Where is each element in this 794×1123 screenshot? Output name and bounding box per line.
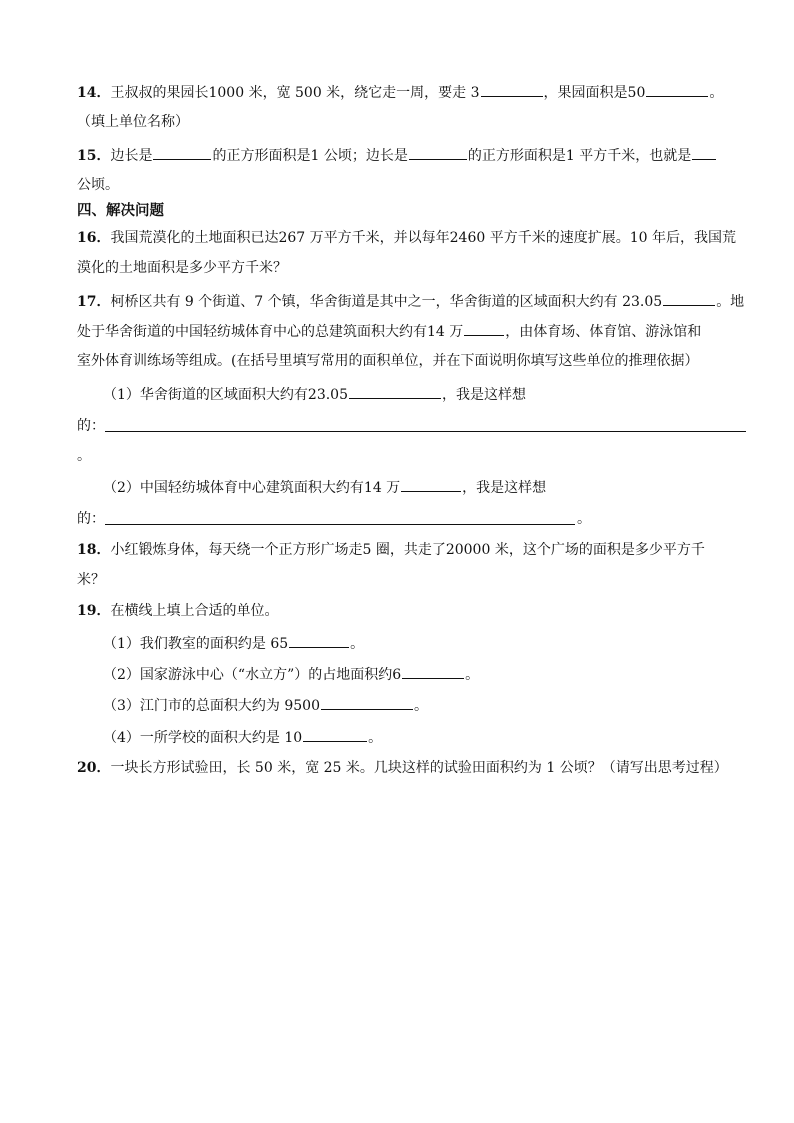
q17-text-1b: 。地 (716, 294, 745, 310)
q20-text: 一块长方形试验田，长 50 米，宽 25 米。几块这样的试验田面积约为 1 公顷？（请写出思考过程） (110, 760, 728, 776)
q19-number: 19． (77, 603, 111, 619)
q17-sub2-blank[interactable] (401, 477, 461, 492)
q17-sub1-blank[interactable] (349, 384, 441, 399)
q17-blank-1[interactable] (663, 291, 715, 306)
q15-number: 15． (77, 148, 111, 164)
q17-sub2-period: 。 (577, 511, 591, 527)
q14-line2: （填上单位名称） (77, 114, 189, 130)
q19-sub2-period: 。 (465, 667, 480, 683)
q14-text-c: 。 (709, 85, 724, 101)
q17-line1 (77, 291, 744, 312)
q19-sub1 (103, 633, 364, 654)
q17-blank-2[interactable] (464, 321, 504, 336)
q17-text-1a: 柯桥区共有 9 个街道、7 个镇，华舍街道是其中之一，华舍街道的区域面积大约有 23.05 (110, 294, 663, 310)
q19-line1 (77, 601, 278, 621)
q19-sub2 (103, 664, 479, 685)
q16-text: 我国荒漠化的土地面积已达267 万平方千米，并以每年2460 平方千米的速度扩展。10 年后，我国荒 (110, 230, 736, 246)
q19-sub4-period: 。 (368, 730, 383, 746)
q16-line2: 漠化的土地面积是多少平方千米？ (77, 260, 287, 276)
q17-line3: 室外体育训练场等组成。(在括号里填写常用的面积单位，并在下面说明你填写这些单位的推理依据） (77, 353, 699, 369)
q19-sub3-period: 。 (414, 698, 428, 714)
q15-text-b: 的正方形面积是1 公顷；边长是 (212, 148, 408, 164)
q19-sub4 (103, 727, 382, 748)
q17-sub2 (103, 477, 546, 498)
q17-sub2-reason-label: 的： (77, 511, 105, 527)
q17-sub1-text-b: ，我是这样想 (442, 387, 526, 403)
q14-text-b: ，果园面积是50 (543, 85, 646, 101)
q15-text-a: 边长是 (110, 148, 153, 164)
q18-line1 (77, 540, 705, 560)
q14-text-a: 王叔叔的果园长1000 米，宽 500 米，绕它走一周，要走 3 (110, 85, 480, 101)
q15-line2: 公顷。 (77, 177, 119, 193)
q15-blank-3[interactable] (692, 145, 716, 160)
q17-sub1 (103, 384, 526, 405)
q18-text: 小红锻炼身体，每天绕一个正方形广场走5 圈，共走了20000 米，这个广场的面积是多少平方千 (110, 542, 705, 558)
section-heading: 四、解决问题 (77, 203, 164, 219)
q14-blank-2[interactable] (646, 82, 708, 97)
q19-sub3-blank[interactable] (321, 695, 413, 710)
q17-sub1-reason-label: 的： (77, 418, 105, 434)
q19-sub1-period: 。 (350, 636, 365, 652)
q18-line2: 米？ (77, 572, 105, 588)
q19-sub1-text: （1）我们教室的面积约是 65 (103, 636, 289, 652)
q16-number: 16． (77, 230, 111, 246)
q17-sub2-text-b: ，我是这样想 (462, 480, 547, 496)
q18-number: 18． (77, 542, 111, 558)
q19-sub3-text: （3）江门市的总面积大约为 9500 (103, 698, 320, 714)
q17-sub1-period: 。 (77, 448, 91, 464)
q17-text-2a: 处于华舍街道的中国轻纺城体育中心的总建筑面积大约有14 万 (77, 324, 464, 340)
q17-sub2-answer-line[interactable] (105, 524, 575, 525)
q19-sub4-text: （4）一所学校的面积大约是 10 (103, 730, 303, 746)
q19-text: 在横线上填上合适的单位。 (110, 603, 279, 619)
q19-sub2-blank[interactable] (402, 664, 464, 679)
q16-line1 (77, 228, 736, 248)
q20-number: 20． (77, 760, 111, 776)
q19-sub1-blank[interactable] (289, 633, 349, 648)
q17-line2 (77, 321, 701, 342)
q17-number: 17． (77, 294, 111, 310)
q15-line1 (77, 145, 717, 166)
q19-sub3 (103, 695, 428, 716)
q15-blank-2[interactable] (409, 145, 467, 160)
q15-text-c: 的正方形面积是1 平方千米，也就是 (467, 148, 692, 164)
q14-number: 14． (77, 85, 111, 101)
q19-sub2-text: （2）国家游泳中心（“水立方”）的占地面积约6 (103, 667, 402, 683)
q14-line1 (77, 82, 723, 103)
q17-sub1-text-a: （1）华舍街道的区域面积大约有23.05 (103, 387, 348, 403)
q17-sub2-text-a: （2）中国轻纺城体育中心建筑面积大约有14 万 (103, 480, 401, 496)
q19-sub4-blank[interactable] (303, 727, 367, 742)
q15-blank-1[interactable] (153, 145, 211, 160)
q14-blank-1[interactable] (481, 82, 543, 97)
q17-text-2b: ，由体育场、体育馆、游泳馆和 (505, 324, 702, 340)
q17-sub1-answer-line[interactable] (105, 431, 746, 432)
q20-line1 (77, 758, 728, 778)
